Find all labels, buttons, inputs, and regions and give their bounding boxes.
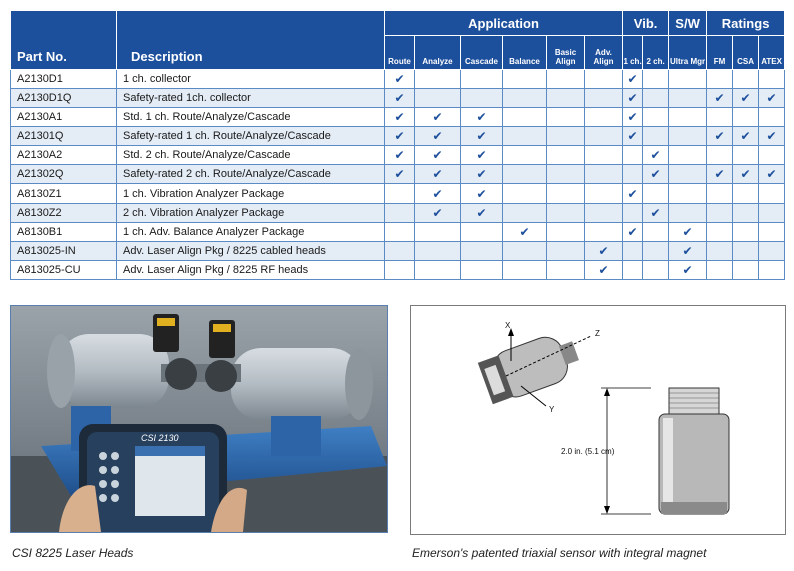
description-cell: Safety-rated 1ch. collector xyxy=(117,89,385,108)
description-cell: 1 ch. Adv. Balance Analyzer Package xyxy=(117,222,385,241)
empty-cell xyxy=(733,241,759,260)
empty-cell xyxy=(707,203,733,222)
header-group-sw: S/W xyxy=(669,11,707,36)
axis-y-label: Y xyxy=(549,405,555,414)
part-number-cell: A8130Z1 xyxy=(11,184,117,203)
empty-cell xyxy=(547,260,585,279)
empty-cell xyxy=(643,184,669,203)
empty-cell xyxy=(643,89,669,108)
checkmark-icon: ✔ xyxy=(385,146,415,165)
table-row xyxy=(11,127,785,146)
empty-cell xyxy=(585,184,623,203)
empty-cell xyxy=(547,203,585,222)
checkmark-icon: ✔ xyxy=(585,260,623,279)
table-body xyxy=(11,70,785,280)
table-row xyxy=(11,260,785,279)
description-cell: Adv. Laser Align Pkg / 8225 RF heads xyxy=(117,260,385,279)
left-figure-caption: CSI 8225 Laser Heads xyxy=(12,546,134,560)
header-csa: CSA xyxy=(733,36,759,70)
triaxial-sensor-diagram xyxy=(410,305,786,535)
header-analyze: Analyze xyxy=(415,36,461,70)
part-number-cell: A2130A1 xyxy=(11,108,117,127)
empty-cell xyxy=(547,70,585,89)
checkmark-icon: ✔ xyxy=(623,222,643,241)
checkmark-icon: ✔ xyxy=(385,165,415,184)
checkmark-icon: ✔ xyxy=(643,165,669,184)
empty-cell xyxy=(461,70,503,89)
description-cell: Std. 2 ch. Route/Analyze/Cascade xyxy=(117,146,385,165)
description-cell: Std. 1 ch. Route/Analyze/Cascade xyxy=(117,108,385,127)
part-number-cell: A2130D1Q xyxy=(11,89,117,108)
table-row xyxy=(11,108,785,127)
empty-cell xyxy=(461,241,503,260)
checkmark-icon: ✔ xyxy=(759,89,785,108)
header-balance: Balance xyxy=(503,36,547,70)
empty-cell xyxy=(503,70,547,89)
checkmark-icon: ✔ xyxy=(415,146,461,165)
device-screen-brand: CSI 2130 xyxy=(141,433,179,443)
empty-cell xyxy=(503,203,547,222)
checkmark-icon: ✔ xyxy=(707,89,733,108)
empty-cell xyxy=(385,260,415,279)
empty-cell xyxy=(759,260,785,279)
empty-cell xyxy=(669,165,707,184)
header-atex: ATEX xyxy=(759,36,785,70)
table-row xyxy=(11,203,785,222)
empty-cell xyxy=(585,146,623,165)
table-row xyxy=(11,184,785,203)
empty-cell xyxy=(385,222,415,241)
empty-cell xyxy=(707,184,733,203)
header-adv-align: Adv. Align xyxy=(585,36,623,70)
empty-cell xyxy=(707,70,733,89)
empty-cell xyxy=(623,165,643,184)
checkmark-icon: ✔ xyxy=(385,89,415,108)
empty-cell xyxy=(707,146,733,165)
empty-cell xyxy=(503,127,547,146)
description-cell: 1 ch. Vibration Analyzer Package xyxy=(117,184,385,203)
empty-cell xyxy=(547,127,585,146)
checkmark-icon: ✔ xyxy=(585,241,623,260)
axis-x-label: X xyxy=(505,321,511,330)
table-row xyxy=(11,146,785,165)
empty-cell xyxy=(547,165,585,184)
empty-cell xyxy=(669,89,707,108)
empty-cell xyxy=(643,127,669,146)
empty-cell xyxy=(547,222,585,241)
checkmark-icon: ✔ xyxy=(669,222,707,241)
empty-cell xyxy=(503,108,547,127)
part-number-cell: A813025-CU xyxy=(11,260,117,279)
table-row xyxy=(11,70,785,89)
empty-cell xyxy=(503,241,547,260)
empty-cell xyxy=(585,89,623,108)
checkmark-icon: ✔ xyxy=(733,127,759,146)
checkmark-icon: ✔ xyxy=(385,127,415,146)
empty-cell xyxy=(503,146,547,165)
empty-cell xyxy=(547,241,585,260)
empty-cell xyxy=(669,184,707,203)
header-group-ratings: Ratings xyxy=(707,11,785,36)
checkmark-icon: ✔ xyxy=(415,165,461,184)
empty-cell xyxy=(415,260,461,279)
empty-cell xyxy=(623,241,643,260)
description-cell: Safety-rated 1 ch. Route/Analyze/Cascade xyxy=(117,127,385,146)
header-group-vib: Vib. xyxy=(623,11,669,36)
header-basic-align: Basic Align xyxy=(547,36,585,70)
empty-cell xyxy=(461,260,503,279)
checkmark-icon: ✔ xyxy=(643,146,669,165)
empty-cell xyxy=(669,108,707,127)
empty-cell xyxy=(733,222,759,241)
empty-cell xyxy=(503,89,547,108)
checkmark-icon: ✔ xyxy=(669,241,707,260)
empty-cell xyxy=(585,165,623,184)
empty-cell xyxy=(547,89,585,108)
empty-cell xyxy=(669,203,707,222)
checkmark-icon: ✔ xyxy=(623,89,643,108)
header-group-application: Application xyxy=(385,11,623,36)
empty-cell xyxy=(503,260,547,279)
empty-cell xyxy=(643,260,669,279)
checkmark-icon: ✔ xyxy=(415,203,461,222)
empty-cell xyxy=(585,222,623,241)
description-cell: Adv. Laser Align Pkg / 8225 cabled heads xyxy=(117,241,385,260)
empty-cell xyxy=(707,241,733,260)
empty-cell xyxy=(759,70,785,89)
empty-cell xyxy=(759,146,785,165)
checkmark-icon: ✔ xyxy=(503,222,547,241)
empty-cell xyxy=(503,165,547,184)
empty-cell xyxy=(707,222,733,241)
empty-cell xyxy=(503,184,547,203)
empty-cell xyxy=(643,108,669,127)
checkmark-icon: ✔ xyxy=(733,165,759,184)
empty-cell xyxy=(759,203,785,222)
part-number-cell: A21301Q xyxy=(11,127,117,146)
empty-cell xyxy=(669,146,707,165)
empty-cell xyxy=(385,203,415,222)
empty-cell xyxy=(585,203,623,222)
checkmark-icon: ✔ xyxy=(707,165,733,184)
checkmark-icon: ✔ xyxy=(623,108,643,127)
checkmark-icon: ✔ xyxy=(461,203,503,222)
dimension-label: 2.0 in. (5.1 cm) xyxy=(561,447,615,456)
empty-cell xyxy=(707,260,733,279)
empty-cell xyxy=(669,127,707,146)
checkmark-icon: ✔ xyxy=(461,184,503,203)
product-selection-table xyxy=(10,10,785,280)
empty-cell xyxy=(461,89,503,108)
checkmark-icon: ✔ xyxy=(707,127,733,146)
empty-cell xyxy=(643,70,669,89)
checkmark-icon: ✔ xyxy=(643,203,669,222)
empty-cell xyxy=(733,146,759,165)
checkmark-icon: ✔ xyxy=(759,127,785,146)
part-number-cell: A8130B1 xyxy=(11,222,117,241)
empty-cell xyxy=(733,203,759,222)
empty-cell xyxy=(385,241,415,260)
laser-alignment-rig-illustration xyxy=(11,306,387,532)
empty-cell xyxy=(733,260,759,279)
empty-cell xyxy=(759,184,785,203)
checkmark-icon: ✔ xyxy=(461,127,503,146)
header-vib-1ch: 1 ch. xyxy=(623,36,643,70)
empty-cell xyxy=(415,222,461,241)
right-figure-caption: Emerson's patented triaxial sensor with integral magnet xyxy=(412,546,707,560)
checkmark-icon: ✔ xyxy=(623,184,643,203)
empty-cell xyxy=(643,222,669,241)
checkmark-icon: ✔ xyxy=(623,127,643,146)
laser-heads-photo xyxy=(10,305,388,533)
empty-cell xyxy=(733,184,759,203)
checkmark-icon: ✔ xyxy=(385,70,415,89)
empty-cell xyxy=(585,70,623,89)
empty-cell xyxy=(415,70,461,89)
empty-cell xyxy=(385,184,415,203)
checkmark-icon: ✔ xyxy=(415,184,461,203)
part-number-cell: A8130Z2 xyxy=(11,203,117,222)
empty-cell xyxy=(547,108,585,127)
empty-cell xyxy=(733,70,759,89)
header-ultra-mgr: Ultra Mgr xyxy=(669,36,707,70)
table-row xyxy=(11,165,785,184)
header-route: Route xyxy=(385,36,415,70)
checkmark-icon: ✔ xyxy=(623,70,643,89)
part-number-cell: A813025-IN xyxy=(11,241,117,260)
checkmark-icon: ✔ xyxy=(385,108,415,127)
checkmark-icon: ✔ xyxy=(461,146,503,165)
checkmark-icon: ✔ xyxy=(669,260,707,279)
checkmark-icon: ✔ xyxy=(461,108,503,127)
empty-cell xyxy=(623,203,643,222)
axis-z-label: Z xyxy=(595,329,600,338)
empty-cell xyxy=(623,146,643,165)
checkmark-icon: ✔ xyxy=(415,127,461,146)
header-cascade: Cascade xyxy=(461,36,503,70)
empty-cell xyxy=(461,222,503,241)
empty-cell xyxy=(415,241,461,260)
header-description: Description xyxy=(117,11,385,70)
checkmark-icon: ✔ xyxy=(733,89,759,108)
empty-cell xyxy=(669,70,707,89)
empty-cell xyxy=(759,241,785,260)
header-fm: FM xyxy=(707,36,733,70)
part-number-cell: A2130D1 xyxy=(11,70,117,89)
empty-cell xyxy=(623,260,643,279)
empty-cell xyxy=(733,108,759,127)
empty-cell xyxy=(707,108,733,127)
empty-cell xyxy=(547,184,585,203)
empty-cell xyxy=(759,108,785,127)
part-number-cell: A2130A2 xyxy=(11,146,117,165)
header-vib-2ch: 2 ch. xyxy=(643,36,669,70)
empty-cell xyxy=(759,222,785,241)
part-number-cell: A21302Q xyxy=(11,165,117,184)
description-cell: Safety-rated 2 ch. Route/Analyze/Cascade xyxy=(117,165,385,184)
table-row xyxy=(11,241,785,260)
checkmark-icon: ✔ xyxy=(759,165,785,184)
empty-cell xyxy=(585,108,623,127)
empty-cell xyxy=(585,127,623,146)
header-part-no: Part No. xyxy=(11,11,117,70)
triaxial-sensor-illustration xyxy=(411,306,785,534)
checkmark-icon: ✔ xyxy=(415,108,461,127)
table-row xyxy=(11,222,785,241)
empty-cell xyxy=(547,146,585,165)
description-cell: 1 ch. collector xyxy=(117,70,385,89)
description-cell: 2 ch. Vibration Analyzer Package xyxy=(117,203,385,222)
empty-cell xyxy=(415,89,461,108)
table-row xyxy=(11,89,785,108)
checkmark-icon: ✔ xyxy=(461,165,503,184)
empty-cell xyxy=(643,241,669,260)
